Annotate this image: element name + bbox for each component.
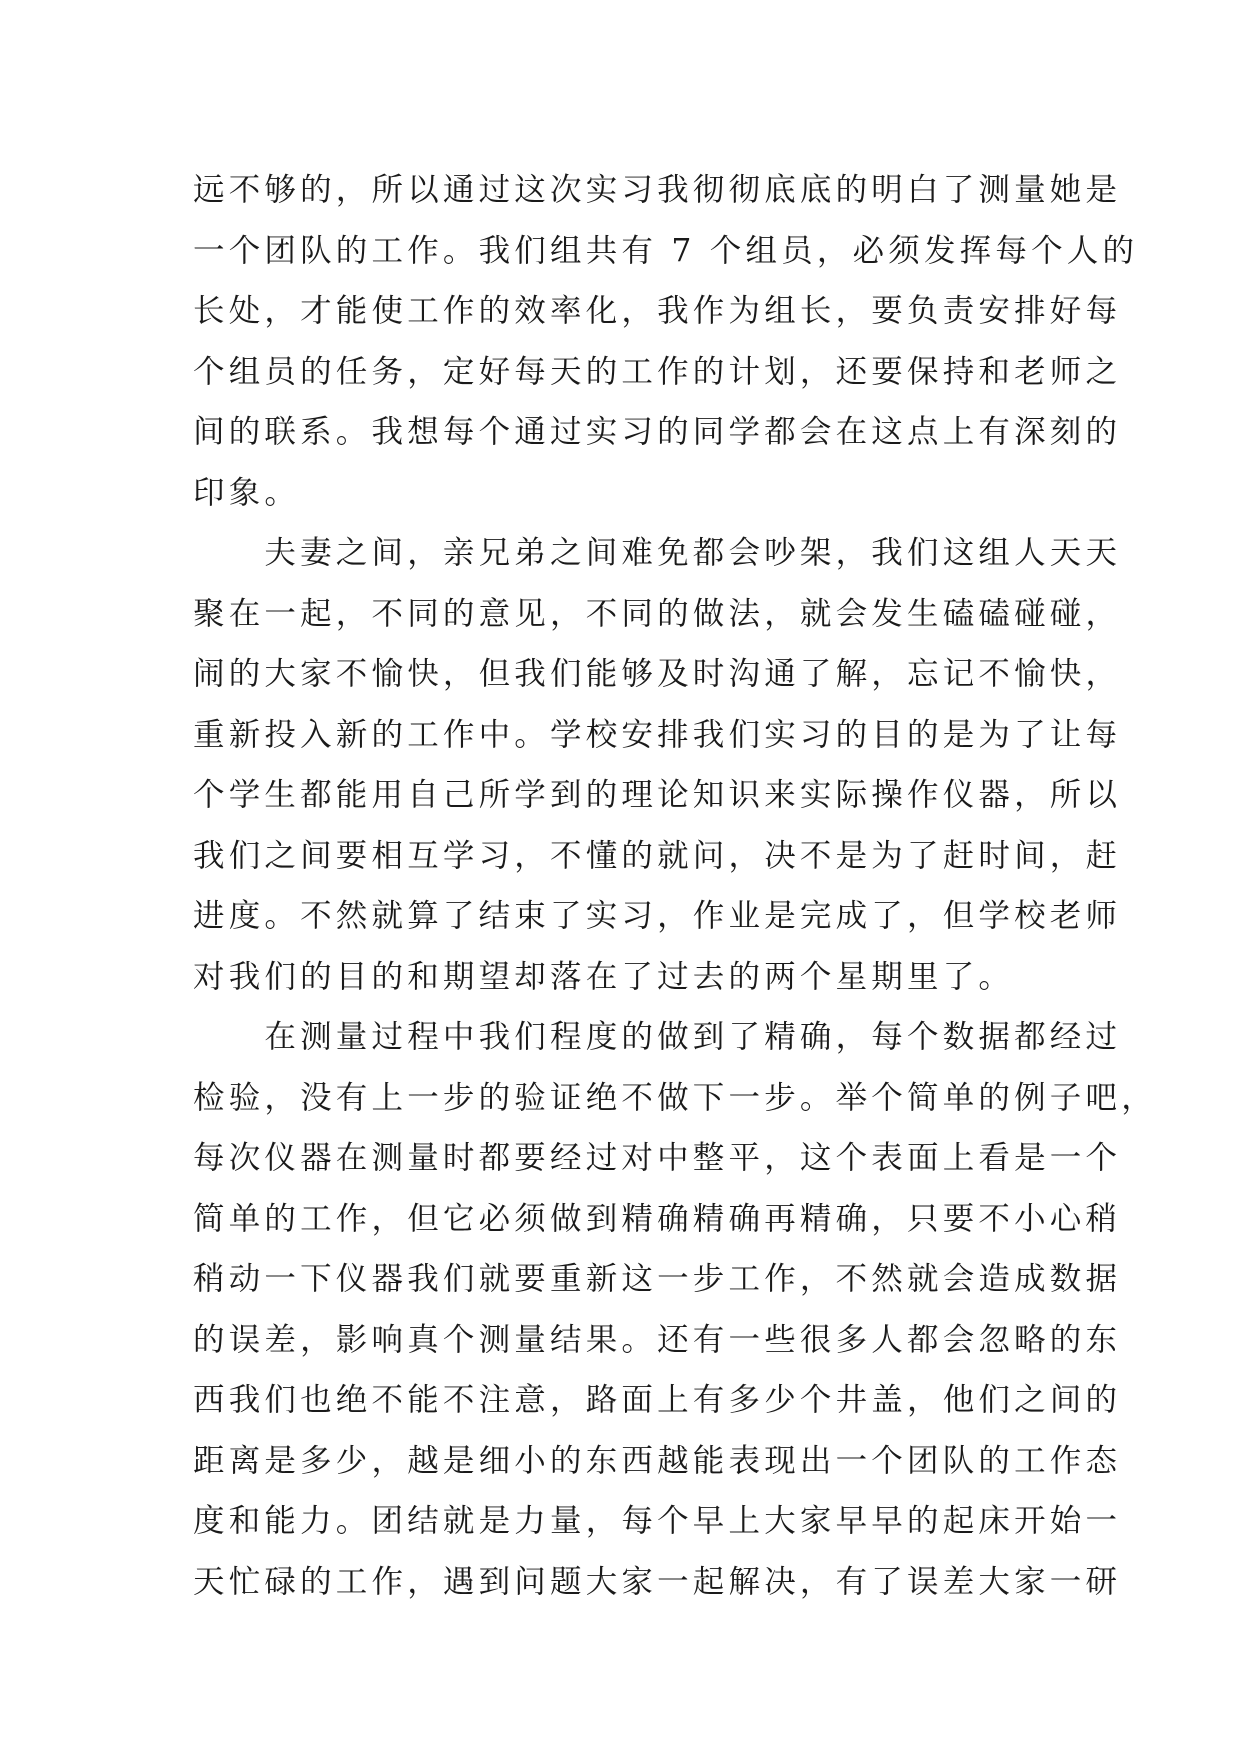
- text-line: 在测量过程中我们程度的做到了精确，每个数据都经过: [193, 1019, 1122, 1055]
- text-line: 进度。不然就算了结束了实习，作业是完成了，但学校老师: [193, 898, 1122, 934]
- text-line: 印象。: [193, 474, 301, 511]
- text-line: 稍动一下仪器我们就要重新这一步工作，不然就会造成数据: [193, 1261, 1122, 1297]
- text-line: 的误差，影响真个测量结果。还有一些很多人都会忽略的东: [193, 1321, 1122, 1358]
- text-line: 夫妻之间，亲兄弟之间难免都会吵架，我们这组人天天: [193, 535, 1122, 571]
- text-line: 间的联系。我想每个通过实习的同学都会在这点上有深刻的: [193, 414, 1122, 450]
- text-line: 闹的大家不愉快，但我们能够及时沟通了解，忘记不愉快，: [193, 656, 1122, 692]
- text-line: 我们之间要相互学习，不懂的就问，决不是为了赶时间，赶: [193, 837, 1122, 874]
- document-body: [193, 160, 1157, 1612]
- text-line: 重新投入新的工作中。学校安排我们实习的目的是为了让每: [193, 716, 1122, 753]
- text-line: 长处，才能使工作的效率化，我作为组长，要负责安排好每: [193, 293, 1122, 329]
- text-line: 对我们的目的和期望却落在了过去的两个星期里了。: [193, 958, 1015, 995]
- text-line: 远不够的，所以通过这次实习我彻彻底底的明白了测量她是: [193, 172, 1122, 208]
- text-line: 西我们也绝不能不注意，路面上有多少个井盖，他们之间的: [193, 1382, 1122, 1418]
- text-line: 检验，没有上一步的验证绝不做下一步。举个简单的例子吧，: [193, 1079, 1157, 1116]
- text-line: 距离是多少，越是细小的东西越能表现出一个团队的工作态: [193, 1442, 1122, 1479]
- text-line: 聚在一起，不同的意见，不同的做法，就会发生磕磕碰碰，: [193, 595, 1122, 632]
- text-line: 简单的工作，但它必须做到精确精确再精确，只要不小心稍: [193, 1200, 1122, 1237]
- text-line: 度和能力。团结就是力量，每个早上大家早早的起床开始一: [193, 1503, 1122, 1539]
- text-line: 个组员的任务，定好每天的工作的计划，还要保持和老师之: [193, 353, 1122, 390]
- text-line: 一个团队的工作。我们组共有 7 个组员，必须发挥每个人的: [193, 232, 1139, 269]
- text-line: 天忙碌的工作，遇到问题大家一起解决，有了误差大家一研: [193, 1563, 1122, 1600]
- text-line: 每次仪器在测量时都要经过对中整平，这个表面上看是一个: [193, 1140, 1122, 1176]
- text-line: 个学生都能用自己所学到的理论知识来实际操作仪器，所以: [193, 777, 1122, 813]
